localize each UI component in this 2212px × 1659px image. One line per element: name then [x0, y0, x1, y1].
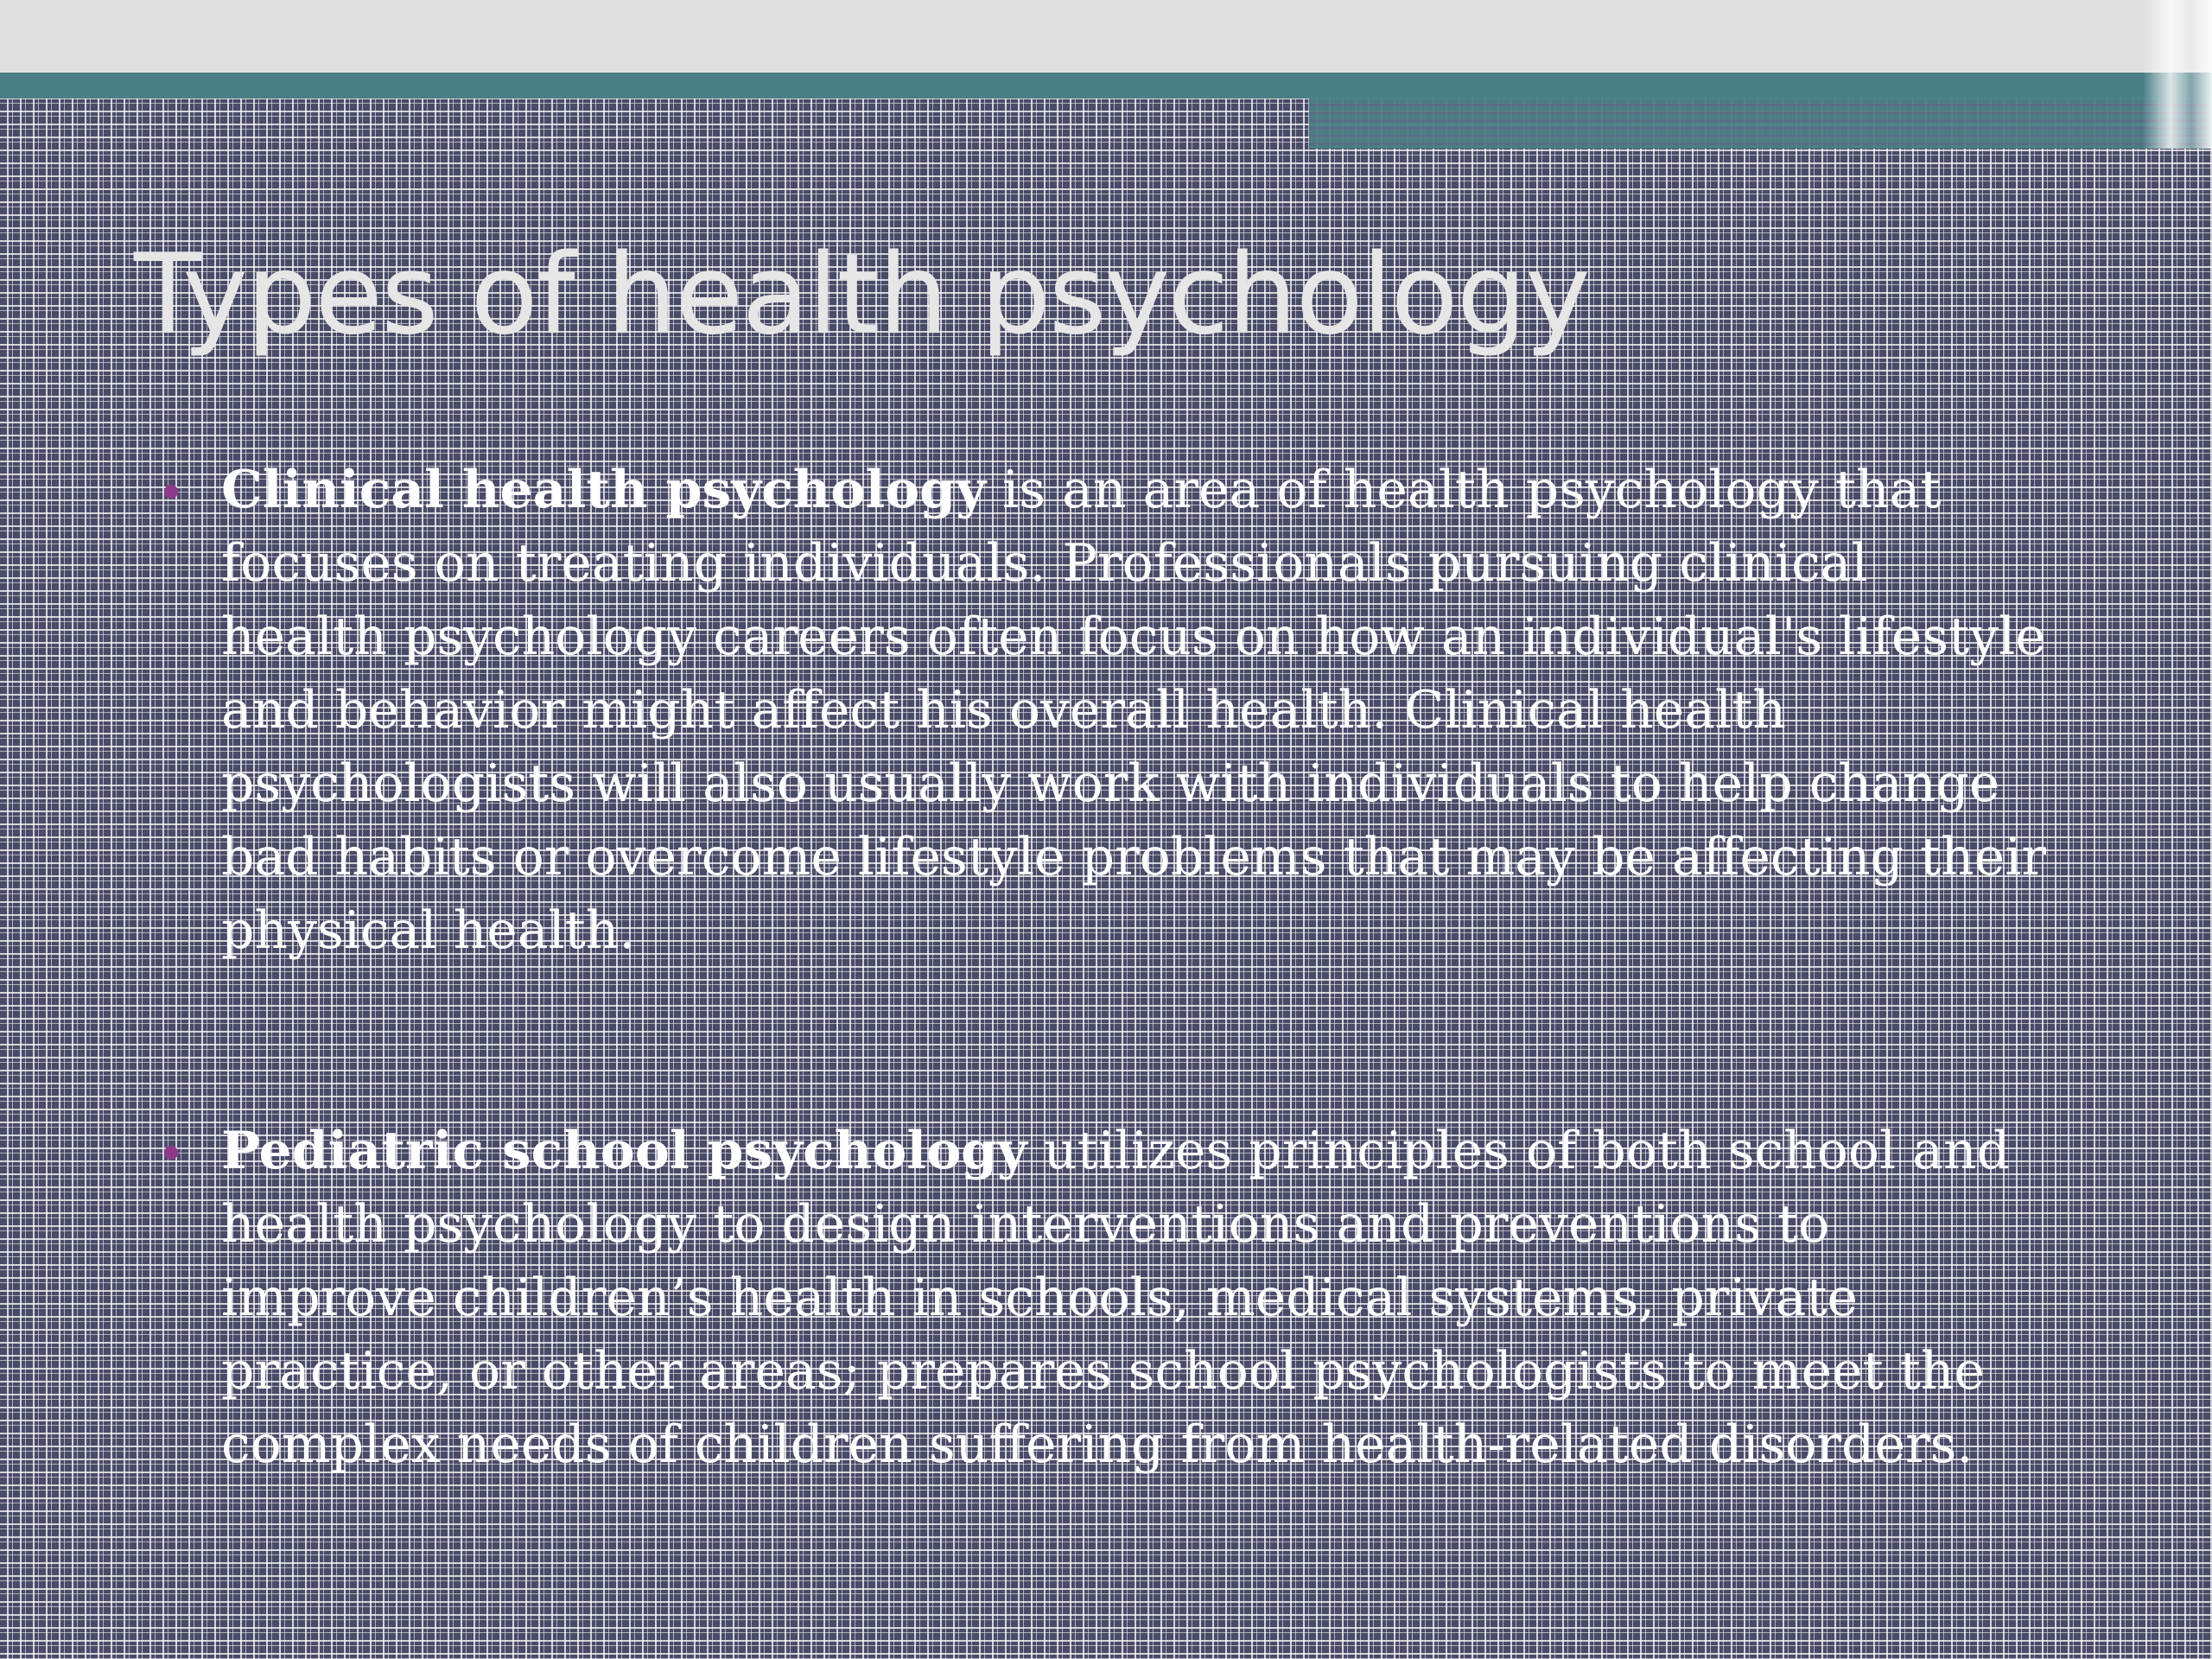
accent-bar-step	[1309, 99, 2212, 149]
bullet-dot-icon	[164, 1146, 178, 1160]
bullet-lead-term: Pediatric school psychology	[221, 1121, 1027, 1181]
top-band	[0, 0, 2212, 73]
accent-highlight	[2143, 0, 2212, 149]
accent-bar	[0, 73, 2212, 99]
bullet-lead-term: Clinical health psychology	[221, 460, 986, 520]
bullet-item-pediatric	[164, 1115, 2048, 1482]
bullet-item-clinical	[164, 454, 2048, 968]
slide-title: Types of health psychology	[134, 231, 1589, 359]
bullet-text: is an area of health psychology that focuses on treating individuals. Professionals pursuing clinical health psychology careers often focus on how an individual's lifestyle and behavior might affect his overall health. Clinical health psychologists will also usually work with individuals to help change bad habits or overcome lifestyle problems that may be affecting their physical health.	[221, 460, 2047, 961]
bullet-dot-icon	[164, 485, 178, 499]
bullet-text: utilizes principles of both school and health psychology to design interventions and preventions to improve children’s health in schools, medical systems, private practice, or other areas; prepares school psychologists to meet the complex needs of children suffering from health-related disorders.	[221, 1121, 2011, 1475]
bullet-list	[164, 454, 2048, 1629]
